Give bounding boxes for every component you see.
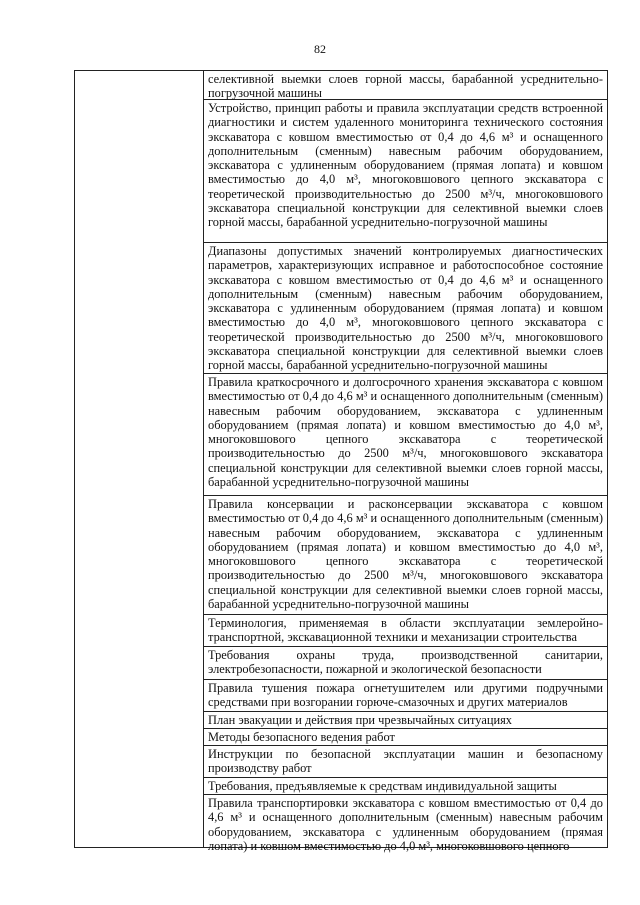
table-right-column [204,71,607,853]
table-row: селективной выемки слоев горной массы, барабанной усреднительно-погрузочной машины [204,71,607,100]
table-row: Диапазоны допустимых значений контролируемых диагностических параметров, характеризующих исправное и работоспособное состояние экскаватора с ковшом вместимостью от 0,4 до 4,6 м³ и оснащенного дополнительным (сменным) навесным рабочим оборудованием, экскаватора с удлиненным оборудованием (прямая лопата) и ковшом вместимостью до 4,0 м³, многоковшового цепного экскаватора с теоретической производительностью до 2500 м³/ч, многоковшового экскаватора специальной конструкции для селективной выемки слоев горной массы, барабанной усреднительно-погрузочной машины [204,243,607,374]
table-row: Правила транспортировки экскаватора с ковшом вместимостью от 0,4 до 4,6 м³ и оснащенного дополнительным (сменным) навесным рабочим оборудованием, экскаватора с удлиненным оборудованием (прямая лопата) и ковшом вместимостью до 4,0 м³, многоковшового цепного [208,796,603,853]
page-number: 82 [314,42,326,56]
table-row: Правила тушения пожара огнетушителем или другими подручными средствами при возгорании горюче-смазочных и других материалов [204,680,607,712]
table-row: Устройство, принцип работы и правила эксплуатации средств встроенной диагностики и систем удаленного мониторинга технического состояния экскаватора с ковшом вместимостью от 0,4 до 4,6 м³ и оснащенного дополнительным (сменным) навесным рабочим оборудованием, экскаватора с удлиненным оборудованием (прямая лопата) и ковшом вместимостью до 4,0 м³, многоковшового цепного экскаватора с теоретической производительностью до 2500 м³/ч, многоковшового экскаватора специальной конструкции для селективной выемки слоев горной массы, барабанной усреднительно-погрузочной машины [204,100,607,243]
table-row: Методы безопасного ведения работ [204,729,607,746]
table-row: Требования охраны труда, производственной санитарии, электробезопасности, пожарной и экологической безопасности [204,647,607,680]
table-left-column [75,71,204,847]
table-row: Требования, предъявляемые к средствам индивидуальной защиты [204,778,607,795]
table-row: Правила краткосрочного и долгосрочного хранения экскаватора с ковшом вместимостью от 0,4 до 4,6 м³ и оснащенного дополнительным (сменным) навесным рабочим оборудованием, экскаватора с удлиненным оборудованием (прямая лопата) и ковшом вместимостью до 4,0 м³, многоковшового цепного экскаватора с теоретической производительностью до 2500 м³/ч, многоковшового экскаватора специальной конструкции для селективной выемки слоев горной массы, барабанной усреднительно-погрузочной машины [204,374,607,496]
table-row: Правила консервации и расконсервации экскаватора с ковшом вместимостью от 0,4 до 4,6 м³ и оснащенного дополнительным (сменным) навесным рабочим оборудованием, экскаватора с удлиненным оборудованием (прямая лопата) и ковшом вместимостью до 4,0 м³, многоковшового цепного экскаватора с теоретической производительностью до 2500 м³/ч, многоковшового экскаватора специальной конструкции для селективной выемки слоев горной массы, барабанной усреднительно-погрузочной машины [204,496,607,615]
table-row: Терминология, применяемая в области эксплуатации землеройно-транспортной, экскавационной техники и механизации строительства [204,615,607,647]
table-row: План эвакуации и действия при чрезвычайных ситуациях [204,712,607,729]
table-row: Инструкции по безопасной эксплуатации машин и безопасному производству работ [204,746,607,778]
knowledge-table [74,70,608,853]
